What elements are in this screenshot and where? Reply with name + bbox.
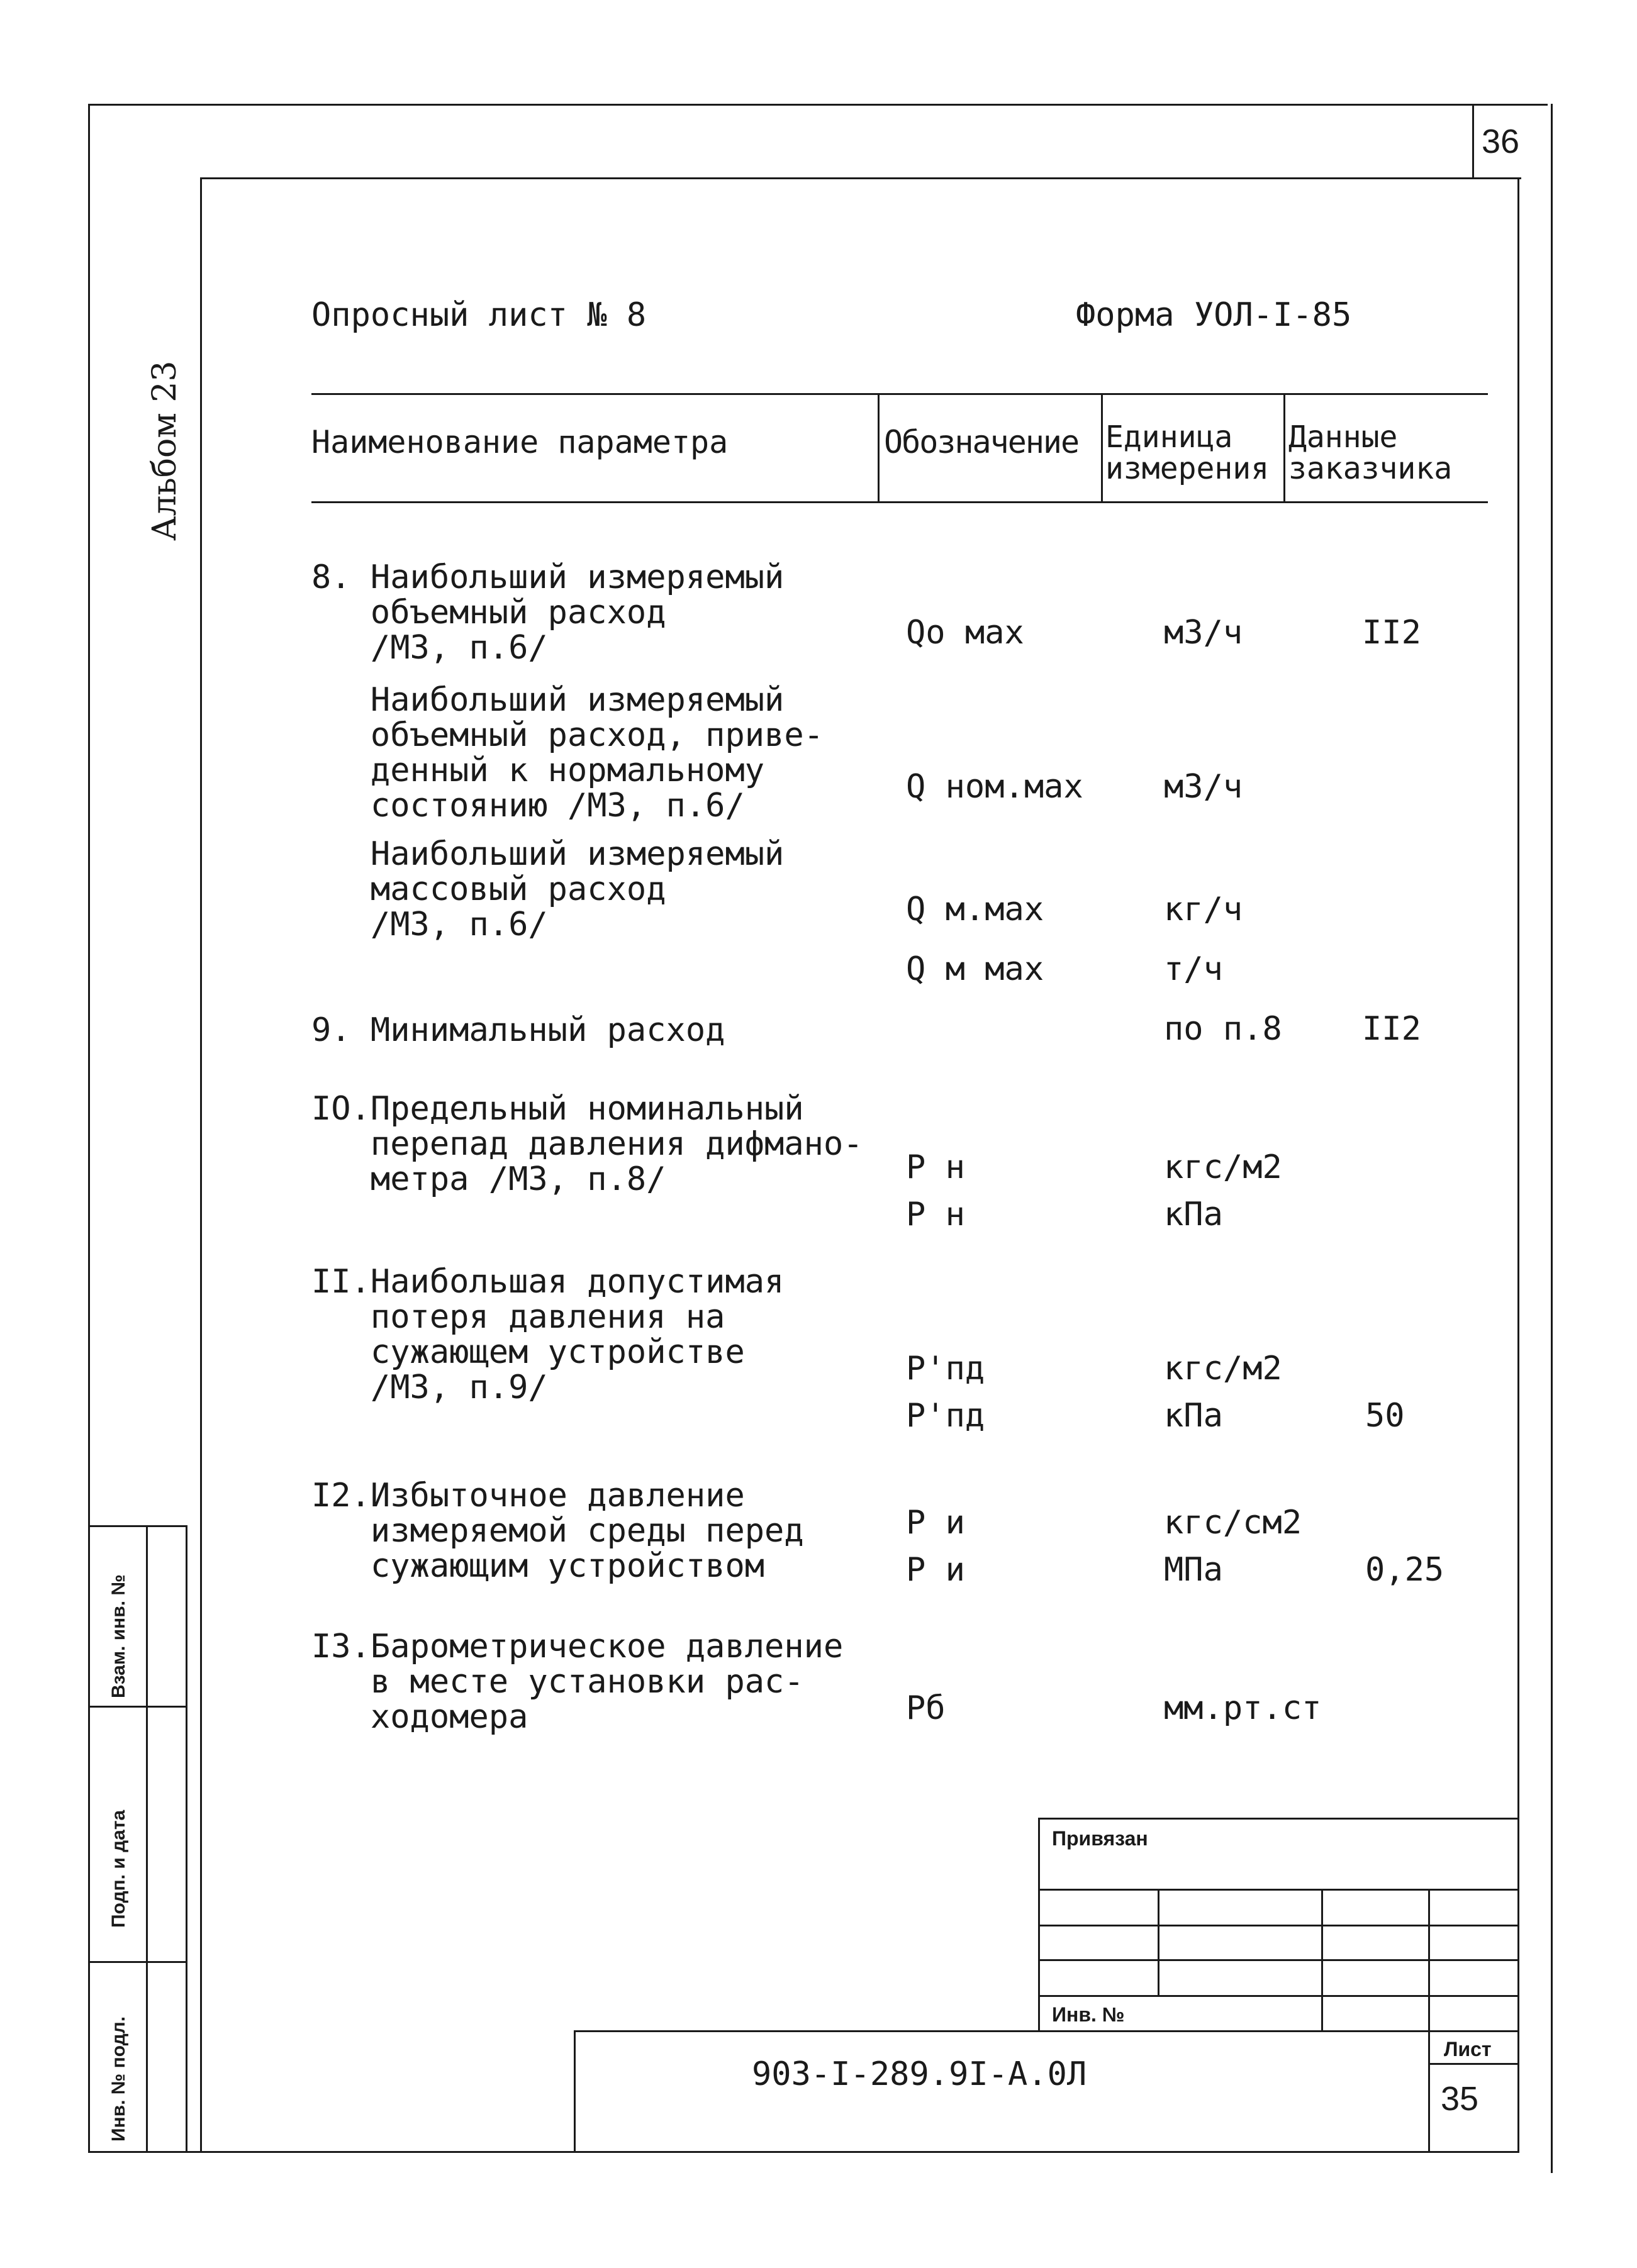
stamp-row-3 [1038,1959,1519,1961]
side-stamp-line-1 [88,1706,187,1708]
stamp-tied-label: Привязан [1052,1827,1148,1850]
stamp-top [1038,1818,1519,1820]
sheet-label: Лист [1444,2038,1492,2060]
sheet-number: 35 [1441,2080,1479,2118]
row-unit-8c: кг/ч [1164,891,1243,928]
side-stamp-right-edge [186,1525,187,2151]
row-designation-8: Qо мах [906,614,1024,652]
col-header-unit: Единица измерения [1105,420,1270,486]
stamp-inv-label: Инв. № [1052,2003,1125,2026]
row-unit-12b: МПа [1164,1551,1223,1589]
side-label-vzam-inv: Взам. инв. № [108,1574,129,1698]
side-stamp-divider [146,1525,148,2151]
row-name-11: II.Наибольшая допустимая потеря давления на сужающем устройстве /М3, п.9/ [311,1263,785,1406]
page-number: 36 [1482,123,1520,160]
row-unit-13: мм.рт.ст [1164,1689,1322,1727]
stamp-col-3 [1428,1889,1430,2153]
row-name-13: I3.Барометрическое давление в месте установки рас- ходомера [311,1628,844,1736]
row-unit-8d: т/ч [1164,950,1223,988]
row-designation-13: Рб [906,1689,946,1727]
frame-right-outer [1551,104,1553,2173]
row-unit-11b: кПа [1164,1397,1223,1435]
row-designation-10: Р н [906,1148,965,1186]
row-designation-11: Р'пд [906,1350,985,1387]
row-unit-10b: кПа [1164,1196,1223,1233]
sheet-label-line [1428,2063,1519,2065]
col-divider-1 [878,393,880,501]
frame-bottom [88,2151,1519,2153]
side-stamp-line-2 [88,1961,187,1963]
row-unit-10: кгс/м2 [1164,1148,1282,1186]
row-designation-8d: Q м мах [906,950,1044,988]
row-unit-12: кгс/см2 [1164,1504,1302,1542]
row-designation-12b: Р и [906,1551,965,1589]
row-name-8: 8. Наибольший измеряемый объемный расход /М3, п.6/ [311,559,785,667]
stamp-col-2 [1321,1889,1323,2030]
form-code: Форма УОЛ-I-85 [1076,296,1352,334]
row-value-11b: 50 [1365,1397,1405,1435]
col-header-data: Данные заказчика [1288,420,1453,486]
row-unit-9: по п.8 [1164,1010,1282,1048]
side-label-inv-podl: Инв. № подл. [108,2016,129,2142]
col-divider-3 [1283,393,1285,501]
row-name-9: 9. Минимальный расход [311,1011,725,1049]
row-unit-8: м3/ч [1164,614,1243,652]
row-value-12b: 0,25 [1365,1551,1444,1589]
stamp-col-1 [1158,1889,1159,1996]
table-header-top [311,393,1488,395]
side-stamp-top [88,1525,187,1527]
row-name-8c: Наибольший измеряемый массовый расход /М3, п.6/ [370,835,785,943]
row-designation-12: Р и [906,1504,965,1542]
frame-top [200,177,1521,179]
row-name-12: I2.Избыточное давление измеряемой среды перед сужающим устройством [311,1477,804,1585]
sheet-title: Опросный лист № 8 [311,296,647,334]
row-designation-8b: Q ном.мах [906,768,1083,806]
row-designation-10b: Р н [906,1196,965,1233]
row-designation-8c: Q м.мах [906,891,1044,928]
side-label-podp-data: Подп. и дата [108,1809,129,1928]
album-label: Альбом 23 [146,360,184,541]
row-designation-11b: Р'пд [906,1397,985,1435]
row-unit-8b: м3/ч [1164,768,1243,806]
col-divider-2 [1101,393,1103,501]
row-value-8: II2 [1362,614,1421,652]
document-code: 903-I-289.9I-А.0Л [752,2055,1087,2093]
row-name-10: IO.Предельный номинальный перепад давления дифмано- метра /М3, п.8/ [311,1090,863,1198]
row-name-8b: Наибольший измеряемый объемный расход, приве- денный к нормальному состоянию /М3, п.6/ [370,681,824,825]
title-block-top [574,2030,1519,2032]
row-unit-11: кгс/м2 [1164,1350,1282,1387]
stamp-row-2 [1038,1925,1519,1926]
frame-left [200,177,202,2152]
stamp-row-4 [1038,1995,1519,1997]
frame-top-short [88,104,1548,106]
frame-right [1517,177,1519,2152]
table-header-bottom [311,501,1488,503]
col-header-designation: Обозначение [884,424,1079,460]
col-header-name: Наименование параметра [311,424,729,460]
stamp-row-1 [1038,1889,1519,1891]
title-block-left [574,2030,576,2153]
side-stamp-left-edge [88,1525,90,2151]
page-number-box-left [1472,104,1474,179]
row-value-9: II2 [1362,1010,1421,1048]
